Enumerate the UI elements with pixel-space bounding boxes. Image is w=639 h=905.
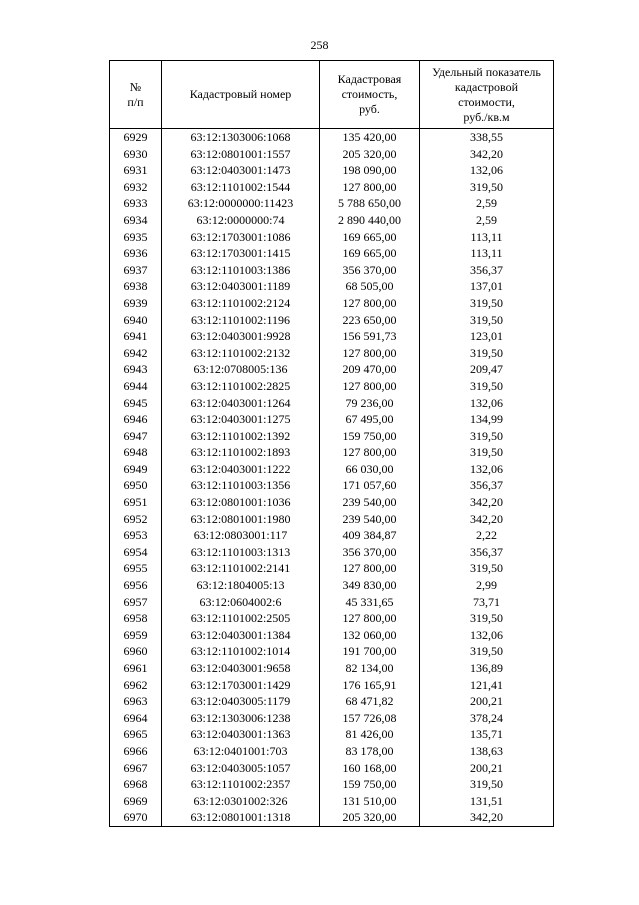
- cell-cadastral-number: 63:12:0403001:1264: [162, 395, 320, 412]
- cell-num: 6943: [110, 361, 162, 378]
- cell-specific-index: 319,50: [420, 560, 554, 577]
- cell-cadastral-number: 63:12:0403005:1057: [162, 760, 320, 777]
- cell-cadastral-number: 63:12:1101002:1893: [162, 444, 320, 461]
- table-row: [110, 544, 554, 561]
- cell-specific-index: 132,06: [420, 461, 554, 478]
- table-row: [110, 146, 554, 163]
- cell-specific-index: 342,20: [420, 809, 554, 826]
- cell-cadastral-value: 127 800,00: [320, 610, 420, 627]
- cell-specific-index: 138,63: [420, 743, 554, 760]
- cell-specific-index: 319,50: [420, 179, 554, 196]
- table-row: [110, 760, 554, 777]
- cell-specific-index: 319,50: [420, 444, 554, 461]
- cell-num: 6932: [110, 179, 162, 196]
- cell-specific-index: 134,99: [420, 411, 554, 428]
- cell-specific-index: 319,50: [420, 295, 554, 312]
- cell-num: 6934: [110, 212, 162, 229]
- cell-specific-index: 342,20: [420, 511, 554, 528]
- cell-cadastral-number: 63:12:0801001:1036: [162, 494, 320, 511]
- cell-num: 6938: [110, 278, 162, 295]
- cell-cadastral-number: 63:12:1101002:1544: [162, 179, 320, 196]
- cell-cadastral-value: 191 700,00: [320, 643, 420, 660]
- cell-num: 6941: [110, 328, 162, 345]
- table-row: [110, 527, 554, 544]
- cell-cadastral-value: 159 750,00: [320, 776, 420, 793]
- cell-num: 6953: [110, 527, 162, 544]
- cell-specific-index: 136,89: [420, 660, 554, 677]
- cell-num: 6956: [110, 577, 162, 594]
- cell-cadastral-number: 63:12:1101002:1392: [162, 428, 320, 445]
- cell-num: 6948: [110, 444, 162, 461]
- cell-cadastral-value: 127 800,00: [320, 179, 420, 196]
- cell-num: 6947: [110, 428, 162, 445]
- cell-cadastral-number: 63:12:1101003:1313: [162, 544, 320, 561]
- cell-num: 6958: [110, 610, 162, 627]
- cell-num: 6963: [110, 693, 162, 710]
- cell-cadastral-value: 205 320,00: [320, 809, 420, 826]
- cell-num: 6936: [110, 245, 162, 262]
- cell-cadastral-number: 63:12:1703001:1086: [162, 229, 320, 246]
- cell-cadastral-value: 409 384,87: [320, 527, 420, 544]
- cell-cadastral-number: 63:12:1101002:2357: [162, 776, 320, 793]
- cell-cadastral-number: 63:12:0301002:326: [162, 793, 320, 810]
- table-row: [110, 477, 554, 494]
- cell-cadastral-value: 127 800,00: [320, 295, 420, 312]
- table-row: [110, 129, 554, 146]
- table-row: [110, 195, 554, 212]
- cell-cadastral-value: 82 134,00: [320, 660, 420, 677]
- table-row: [110, 444, 554, 461]
- cell-cadastral-number: 63:12:0403005:1179: [162, 693, 320, 710]
- cell-cadastral-value: 349 830,00: [320, 577, 420, 594]
- table-row: [110, 511, 554, 528]
- table-row: [110, 594, 554, 611]
- cell-cadastral-number: 63:12:1101002:1014: [162, 643, 320, 660]
- table-row: [110, 610, 554, 627]
- cell-specific-index: 123,01: [420, 328, 554, 345]
- cell-num: 6969: [110, 793, 162, 810]
- cell-cadastral-number: 63:12:0708005:136: [162, 361, 320, 378]
- cell-cadastral-number: 63:12:0604002:6: [162, 594, 320, 611]
- cell-num: 6939: [110, 295, 162, 312]
- cell-specific-index: 132,06: [420, 627, 554, 644]
- cell-specific-index: 338,55: [420, 129, 554, 146]
- cell-cadastral-number: 63:12:1804005:13: [162, 577, 320, 594]
- cell-num: 6967: [110, 760, 162, 777]
- cell-cadastral-value: 157 726,08: [320, 710, 420, 727]
- cell-cadastral-value: 5 788 650,00: [320, 195, 420, 212]
- cell-specific-index: 113,11: [420, 245, 554, 262]
- cell-cadastral-number: 63:12:0403001:1473: [162, 162, 320, 179]
- cell-specific-index: 319,50: [420, 776, 554, 793]
- cell-num: 6931: [110, 162, 162, 179]
- cell-num: 6964: [110, 710, 162, 727]
- cell-cadastral-value: 67 495,00: [320, 411, 420, 428]
- cell-num: 6929: [110, 129, 162, 146]
- cell-specific-index: 342,20: [420, 494, 554, 511]
- cell-cadastral-number: 63:12:0403001:1189: [162, 278, 320, 295]
- cell-specific-index: 132,06: [420, 162, 554, 179]
- cell-specific-index: 2,22: [420, 527, 554, 544]
- cell-specific-index: 132,06: [420, 395, 554, 412]
- cell-cadastral-value: 356 370,00: [320, 544, 420, 561]
- cell-specific-index: 319,50: [420, 345, 554, 362]
- cell-num: 6952: [110, 511, 162, 528]
- cell-cadastral-number: 63:12:0801001:1557: [162, 146, 320, 163]
- cell-cadastral-number: 63:12:0403001:1384: [162, 627, 320, 644]
- table-row: [110, 461, 554, 478]
- cell-cadastral-value: 239 540,00: [320, 494, 420, 511]
- cell-cadastral-value: 209 470,00: [320, 361, 420, 378]
- table-row: [110, 710, 554, 727]
- table-row: [110, 179, 554, 196]
- table-row: [110, 345, 554, 362]
- cell-num: 6946: [110, 411, 162, 428]
- cell-cadastral-value: 176 165,91: [320, 677, 420, 694]
- cell-cadastral-value: 68 505,00: [320, 278, 420, 295]
- cell-cadastral-number: 63:12:0401001:703: [162, 743, 320, 760]
- cell-cadastral-value: 127 800,00: [320, 378, 420, 395]
- cell-cadastral-value: 45 331,65: [320, 594, 420, 611]
- cell-cadastral-number: 63:12:1101003:1386: [162, 262, 320, 279]
- cell-specific-index: 378,24: [420, 710, 554, 727]
- cell-cadastral-value: 160 168,00: [320, 760, 420, 777]
- cell-cadastral-value: 356 370,00: [320, 262, 420, 279]
- table-row: [110, 726, 554, 743]
- cell-cadastral-number: 63:12:1101002:2124: [162, 295, 320, 312]
- cell-cadastral-value: 127 800,00: [320, 560, 420, 577]
- cell-cadastral-value: 132 060,00: [320, 627, 420, 644]
- table-row: [110, 428, 554, 445]
- cell-specific-index: 137,01: [420, 278, 554, 295]
- cell-cadastral-number: 63:12:0801001:1318: [162, 809, 320, 826]
- table-row: [110, 361, 554, 378]
- table-row: [110, 627, 554, 644]
- cell-specific-index: 135,71: [420, 726, 554, 743]
- cell-cadastral-number: 63:12:0801001:1980: [162, 511, 320, 528]
- cell-num: 6955: [110, 560, 162, 577]
- cell-specific-index: 356,37: [420, 262, 554, 279]
- cell-num: 6962: [110, 677, 162, 694]
- cell-num: 6930: [110, 146, 162, 163]
- cell-cadastral-number: 63:12:1303006:1238: [162, 710, 320, 727]
- cell-specific-index: 200,21: [420, 760, 554, 777]
- cell-specific-index: 319,50: [420, 610, 554, 627]
- cell-cadastral-value: 127 800,00: [320, 345, 420, 362]
- cell-cadastral-value: 79 236,00: [320, 395, 420, 412]
- cell-num: 6961: [110, 660, 162, 677]
- cell-num: 6949: [110, 461, 162, 478]
- table-row: [110, 677, 554, 694]
- cell-cadastral-number: 63:12:1703001:1415: [162, 245, 320, 262]
- cell-specific-index: 319,50: [420, 378, 554, 395]
- page-number: 258: [310, 38, 329, 52]
- cell-cadastral-value: 81 426,00: [320, 726, 420, 743]
- cell-cadastral-value: 169 665,00: [320, 229, 420, 246]
- cell-specific-index: 319,50: [420, 643, 554, 660]
- cell-num: 6950: [110, 477, 162, 494]
- table-row: [110, 212, 554, 229]
- header-row: [110, 61, 554, 129]
- table-row: [110, 494, 554, 511]
- table-row: [110, 328, 554, 345]
- cell-specific-index: 73,71: [420, 594, 554, 611]
- cell-specific-index: 319,50: [420, 312, 554, 329]
- cell-num: 6942: [110, 345, 162, 362]
- cell-cadastral-value: 205 320,00: [320, 146, 420, 163]
- cadastral-table: [109, 60, 554, 827]
- table-body: [110, 129, 554, 827]
- table-row: [110, 660, 554, 677]
- cell-cadastral-value: 239 540,00: [320, 511, 420, 528]
- cell-cadastral-number: 63:12:1101002:2505: [162, 610, 320, 627]
- header-cadastral-number: Кадастровый номер: [162, 61, 320, 129]
- table-row: [110, 693, 554, 710]
- cell-num: 6966: [110, 743, 162, 760]
- table-header: [110, 61, 554, 129]
- cell-cadastral-value: 156 591,73: [320, 328, 420, 345]
- cell-cadastral-value: 2 890 440,00: [320, 212, 420, 229]
- table-row: [110, 245, 554, 262]
- cell-num: 6959: [110, 627, 162, 644]
- cell-cadastral-number: 63:12:0000000:11423: [162, 195, 320, 212]
- table-row: [110, 776, 554, 793]
- cell-specific-index: 319,50: [420, 428, 554, 445]
- table-row: [110, 162, 554, 179]
- cell-cadastral-number: 63:12:0403001:9658: [162, 660, 320, 677]
- cell-num: 6933: [110, 195, 162, 212]
- table-row: [110, 560, 554, 577]
- cell-specific-index: 2,59: [420, 195, 554, 212]
- table-row: [110, 262, 554, 279]
- cell-cadastral-number: 63:12:1303006:1068: [162, 129, 320, 146]
- table-row: [110, 229, 554, 246]
- cell-num: 6968: [110, 776, 162, 793]
- cell-num: 6935: [110, 229, 162, 246]
- cell-cadastral-number: 63:12:0803001:117: [162, 527, 320, 544]
- cell-cadastral-value: 171 057,60: [320, 477, 420, 494]
- cell-cadastral-value: 83 178,00: [320, 743, 420, 760]
- table-row: [110, 295, 554, 312]
- table-row: [110, 643, 554, 660]
- cell-cadastral-number: 63:12:1101002:2141: [162, 560, 320, 577]
- cell-specific-index: 356,37: [420, 544, 554, 561]
- cell-cadastral-number: 63:12:0403001:1275: [162, 411, 320, 428]
- cell-cadastral-value: 127 800,00: [320, 444, 420, 461]
- cell-cadastral-number: 63:12:1101002:2132: [162, 345, 320, 362]
- cell-specific-index: 121,41: [420, 677, 554, 694]
- header-num: № п/п: [110, 61, 162, 129]
- header-cadastral-value: Кадастровая стоимость, руб.: [320, 61, 420, 129]
- table-row: [110, 395, 554, 412]
- cell-cadastral-number: 63:12:1101003:1356: [162, 477, 320, 494]
- cell-num: 6957: [110, 594, 162, 611]
- table-row: [110, 411, 554, 428]
- cell-cadastral-value: 68 471,82: [320, 693, 420, 710]
- cell-num: 6970: [110, 809, 162, 826]
- cell-cadastral-value: 169 665,00: [320, 245, 420, 262]
- table-row: [110, 809, 554, 826]
- cell-specific-index: 209,47: [420, 361, 554, 378]
- table-row: [110, 743, 554, 760]
- table-row: [110, 378, 554, 395]
- table-row: [110, 278, 554, 295]
- table-row: [110, 793, 554, 810]
- cell-specific-index: 113,11: [420, 229, 554, 246]
- cell-cadastral-number: 63:12:0403001:1363: [162, 726, 320, 743]
- cell-num: 6960: [110, 643, 162, 660]
- cell-cadastral-value: 198 090,00: [320, 162, 420, 179]
- cell-cadastral-value: 66 030,00: [320, 461, 420, 478]
- cell-num: 6940: [110, 312, 162, 329]
- cell-cadastral-value: 131 510,00: [320, 793, 420, 810]
- cell-cadastral-value: 159 750,00: [320, 428, 420, 445]
- cell-num: 6954: [110, 544, 162, 561]
- cell-num: 6945: [110, 395, 162, 412]
- table-row: [110, 312, 554, 329]
- cell-specific-index: 2,99: [420, 577, 554, 594]
- cell-cadastral-value: 223 650,00: [320, 312, 420, 329]
- cell-cadastral-number: 63:12:1101002:1196: [162, 312, 320, 329]
- cell-num: 6951: [110, 494, 162, 511]
- cell-cadastral-number: 63:12:1101002:2825: [162, 378, 320, 395]
- cell-cadastral-number: 63:12:0403001:9928: [162, 328, 320, 345]
- header-specific-index: Удельный показатель кадастровой стоимости, руб./кв.м: [420, 61, 554, 129]
- cell-specific-index: 356,37: [420, 477, 554, 494]
- cell-cadastral-number: 63:12:1703001:1429: [162, 677, 320, 694]
- cell-specific-index: 2,59: [420, 212, 554, 229]
- cell-cadastral-value: 135 420,00: [320, 129, 420, 146]
- cell-num: 6937: [110, 262, 162, 279]
- cell-specific-index: 342,20: [420, 146, 554, 163]
- cell-specific-index: 200,21: [420, 693, 554, 710]
- cell-specific-index: 131,51: [420, 793, 554, 810]
- cell-num: 6965: [110, 726, 162, 743]
- cell-num: 6944: [110, 378, 162, 395]
- cell-cadastral-number: 63:12:0000000:74: [162, 212, 320, 229]
- cell-cadastral-number: 63:12:0403001:1222: [162, 461, 320, 478]
- table-row: [110, 577, 554, 594]
